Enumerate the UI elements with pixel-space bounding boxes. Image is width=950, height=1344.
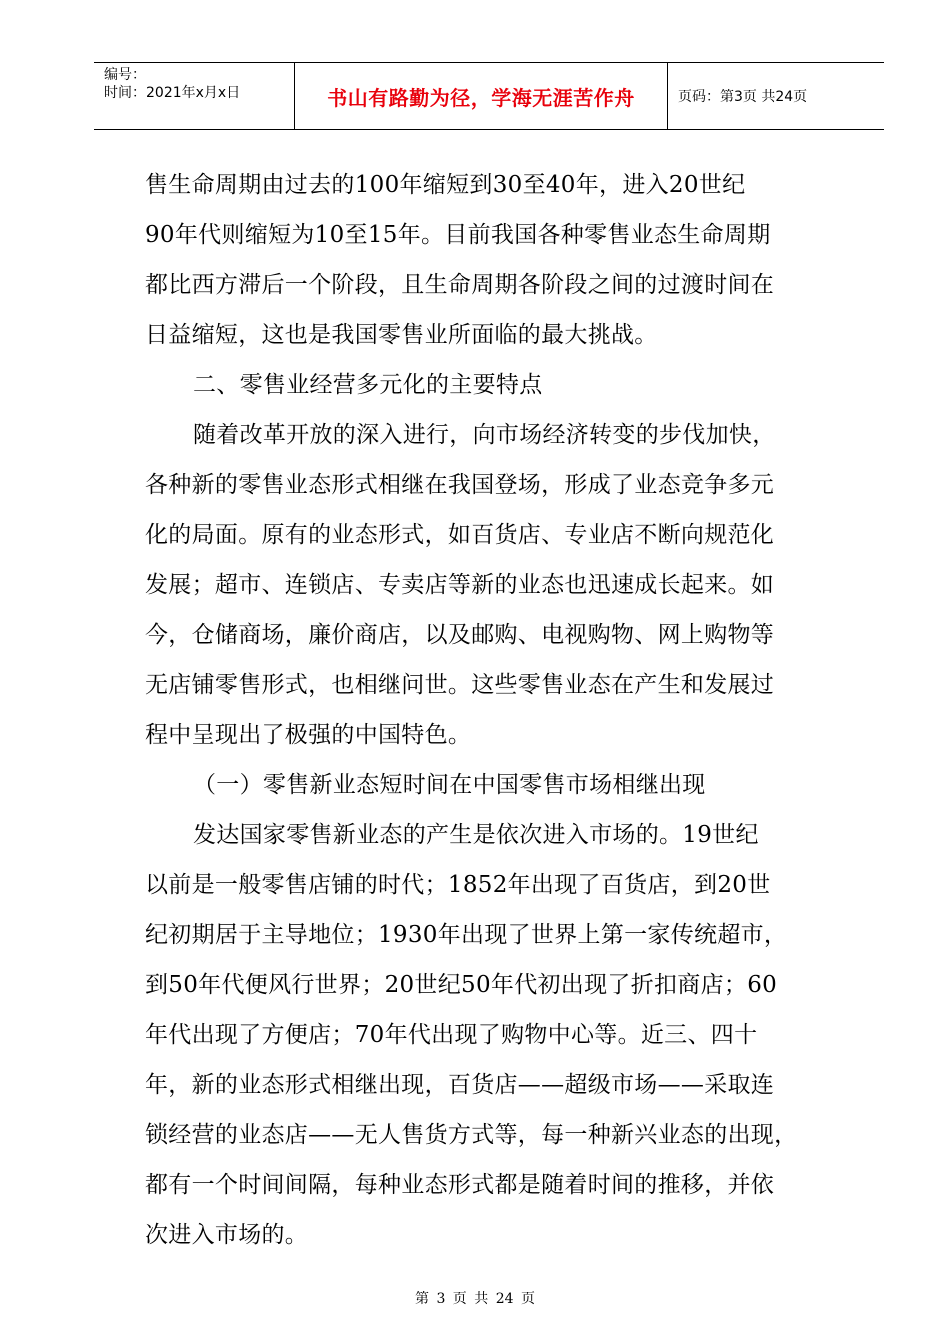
body-line: 发展；超市、连锁店、专卖店等新的业态也迅速成长起来。如 — [145, 572, 775, 598]
body-line: 售生命周期由过去的100年缩短到30至40年，进入20世纪 — [145, 172, 746, 198]
body-line: 以前是一般零售店铺的时代；1852年出现了百货店，到20世 — [145, 872, 771, 898]
body-line: 化的局面。原有的业态形式，如百货店、专业店不断向规范化 — [145, 522, 775, 548]
header-motto-cell — [295, 63, 668, 129]
body-line: 到50年代便风行世界；20世纪50年代初出现了折扣商店；60 — [145, 972, 778, 998]
header-meta-cell — [94, 63, 295, 129]
body-line: 各种新的零售业态形式相继在我国登场，形成了业态竞争多元 — [145, 472, 775, 498]
body-line: 年代出现了方便店；70年代出现了购物中心等。近三、四十 — [145, 1022, 758, 1048]
body-line: 次进入市场的。 — [145, 1222, 309, 1248]
page-header — [94, 62, 884, 130]
document-number-label: 编号： — [104, 67, 146, 83]
header-motto: 书山有路勤为径，学海无涯苦作舟 — [327, 85, 635, 110]
page-footer: 第 3 页 共 24 页 — [415, 1291, 535, 1307]
body-line: 无店铺零售形式，也相继问世。这些零售业态在产生和发展过 — [145, 672, 775, 698]
document-body — [145, 160, 845, 1260]
body-line: 锁经营的业态店——无人售货方式等，每一种新兴业态的出现， — [145, 1122, 798, 1148]
body-line: 90年代则缩短为10至15年。目前我国各种零售业态生命周期 — [145, 222, 771, 248]
body-line: 程中呈现出了极强的中国特色。 — [145, 722, 472, 748]
header-page-cell — [668, 63, 884, 129]
body-line: 发达国家零售新业态的产生是依次进入市场的。19世纪 — [193, 822, 759, 848]
body-line: 今，仓储商场，廉价商店，以及邮购、电视购物、网上购物等 — [145, 622, 775, 648]
subsection-heading: （一）零售新业态短时间在中国零售市场相继出现 — [193, 772, 706, 798]
header-page-info: 页码：第3页 共24页 — [678, 89, 808, 105]
body-line: 都有一个时间间隔，每种业态形式都是随着时间的推移，并依 — [145, 1172, 775, 1198]
body-line: 随着改革开放的深入进行，向市场经济转变的步伐加快， — [193, 422, 776, 448]
body-line: 日益缩短，这也是我国零售业所面临的最大挑战。 — [145, 322, 658, 348]
body-line: 年，新的业态形式相继出现，百货店——超级市场——采取连 — [145, 1072, 775, 1098]
section-heading: 二、零售业经营多元化的主要特点 — [193, 372, 543, 398]
document-time-label: 时间：2021年x月x日 — [104, 85, 241, 101]
body-line: 都比西方滞后一个阶段，且生命周期各阶段之间的过渡时间在 — [145, 272, 775, 298]
body-line: 纪初期居于主导地位；1930年出现了世界上第一家传统超市， — [145, 922, 788, 948]
